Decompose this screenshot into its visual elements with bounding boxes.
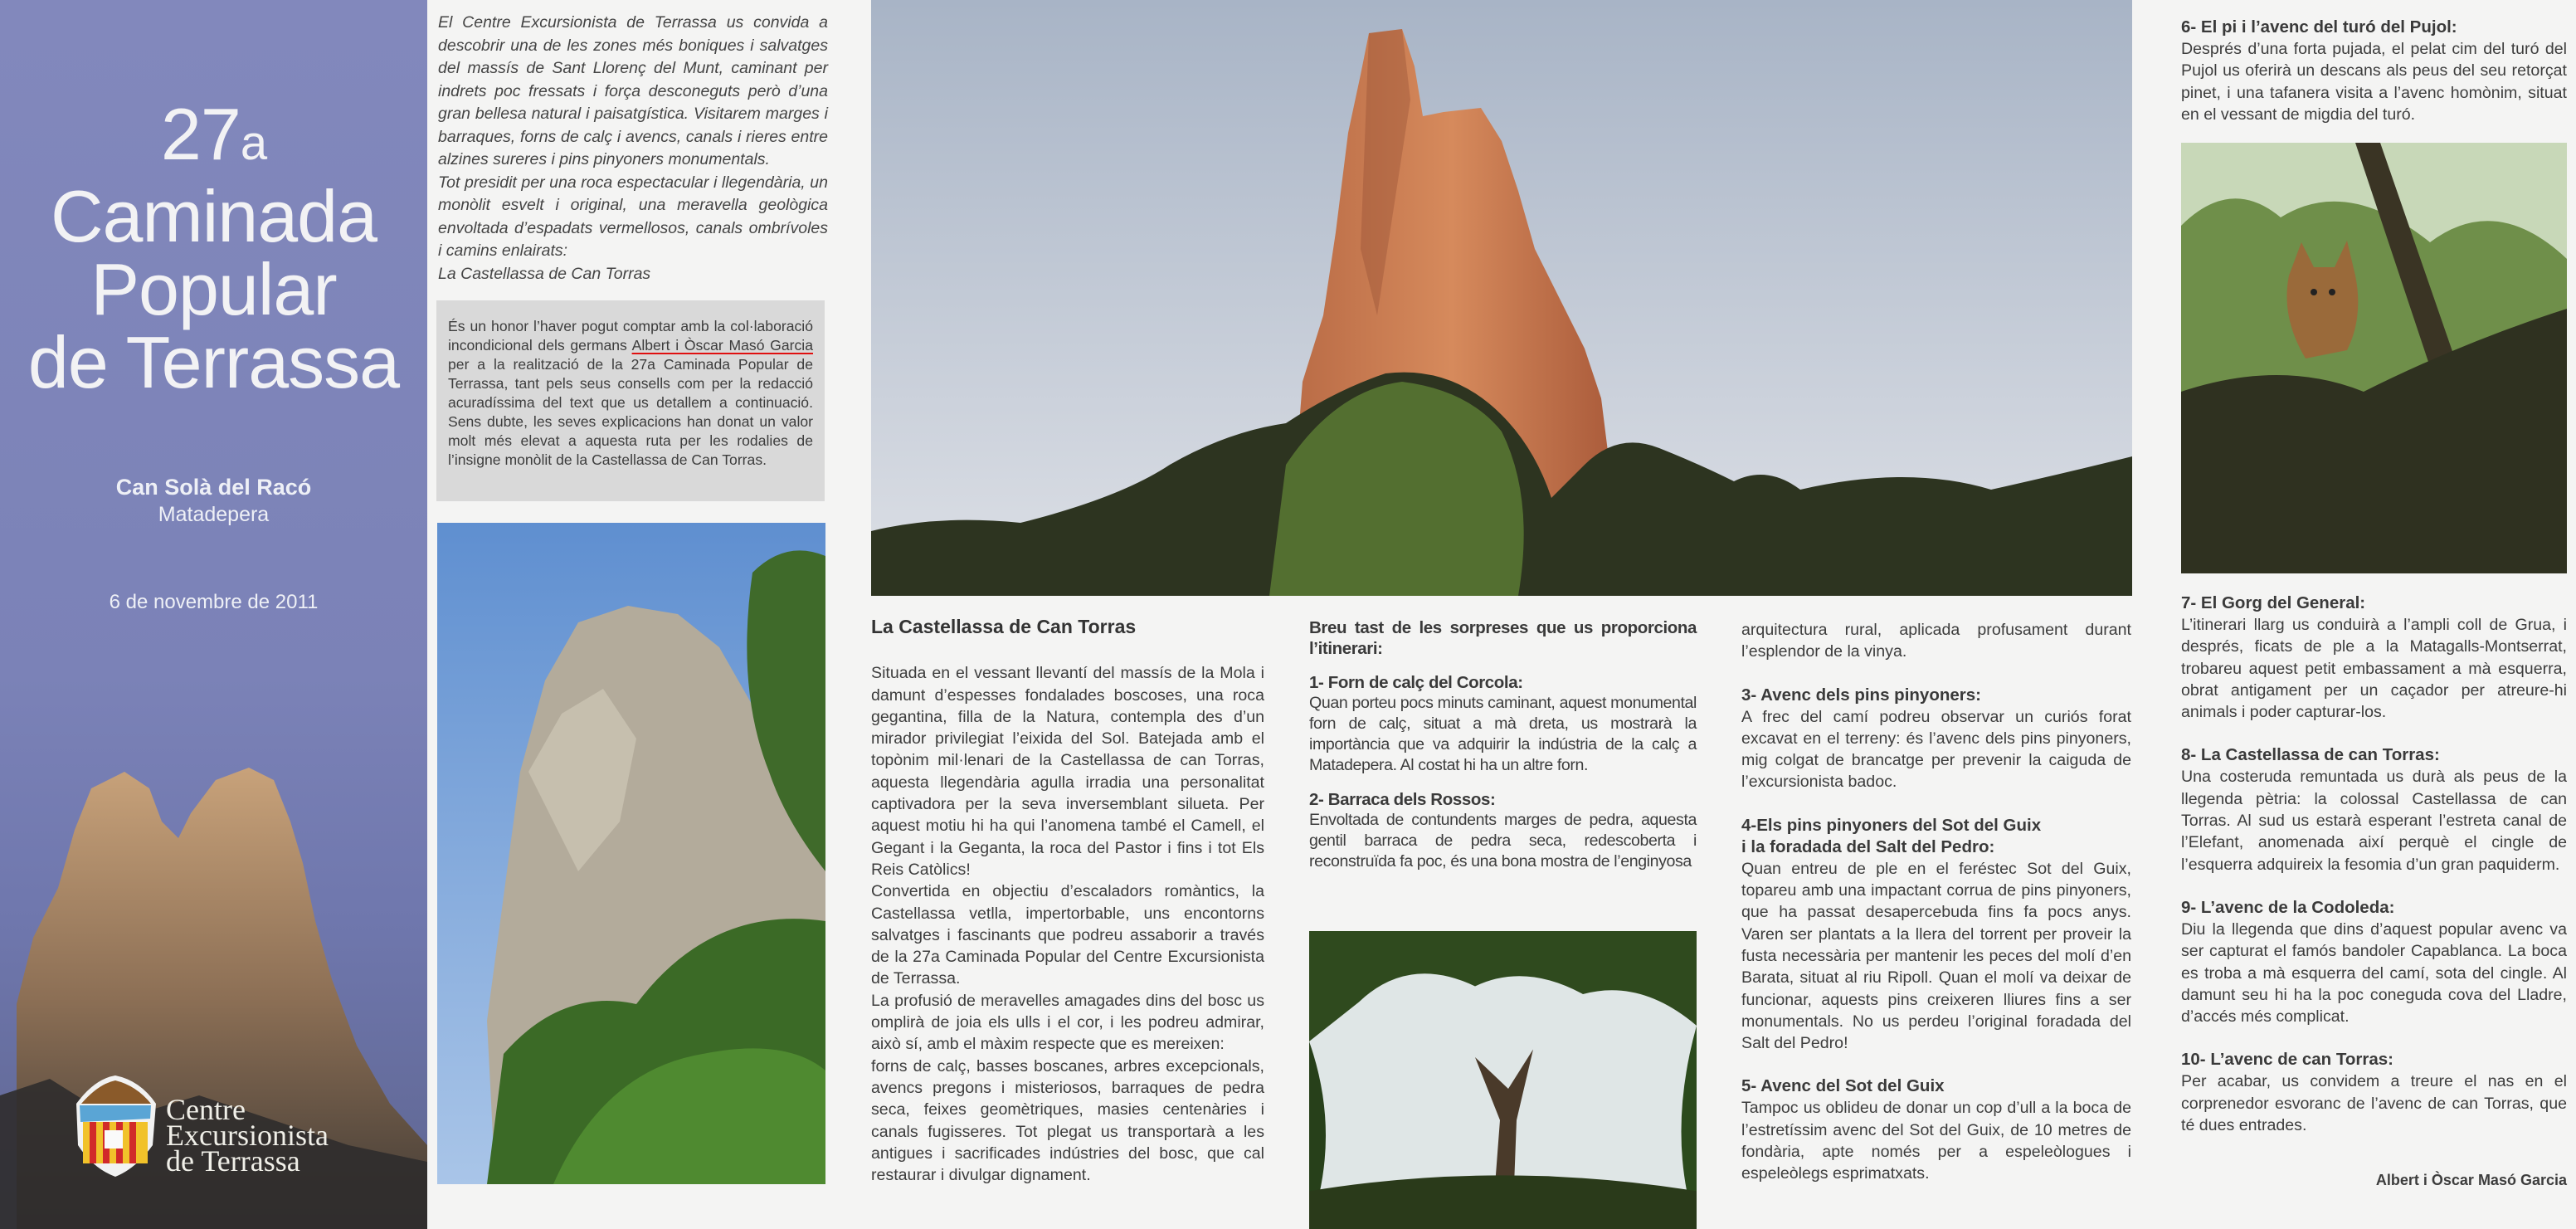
item-text: L’itinerari llarg us conduirà a l’ampli coll de Grua, i després, ficats de ple a la Matagalls-Montserrat, trobareu aquest petit embassament a mà esquerra, obrat antigament per un caçador per atreure-hi animals i poder capturar-los.	[2181, 616, 2567, 722]
item-title: 10- L’avenc de can Torras:	[2181, 1050, 2393, 1070]
article-column	[871, 616, 1264, 1186]
article-paragraph: La profusió de meravelles amagades dins del bosc us omplirà de joia els ulls i el cor, i les podreu admirar, això sí, amb el màxim respecte que es mereixen:	[871, 991, 1264, 1054]
club-name-line: de Terrassa	[166, 1144, 300, 1178]
club-name-line: Centre	[166, 1093, 246, 1126]
item-title: 4-Els pins pinyoners del Sot del Guix	[1741, 815, 2042, 835]
item-text: Quan porteu pocs minuts caminant, aquest monumental forn de calç, situat a mà dreta, us mostrarà la importància que va adquirir la indústria de la calç a Matadepera. Al costat hi ha un altre forn.	[1309, 694, 1697, 774]
itinerary-item	[2181, 897, 2567, 1027]
item-title: 9- L’avenc de la Codoleda:	[2181, 897, 2395, 917]
article-paragraph: forns de calç, basses boscanes, arbres excepcionals, avencs pregons i misteriosos, barraques de pedra seca, feixes geomètriques, masies centenàries i canals fugisseres. Tot plegat us transportarà a les antigues i sacrificades indústries del bosc, que cal restaurar i divulgar dignament.	[871, 1056, 1264, 1185]
item-text: Quan entreu de ple en el feréstec Sot del Guix, topareu amb una impactant corrua de pins pinyoners, que ha passat desapercebuda fins fa pocs anys. Varen ser plantats a la llera del torrent per proveir la fusta necessària per mantenir les peces del molí d’en Barata, situat al riu Ripoll. Quan el molí va deixar de funcionar, aquests pins creixeren lliures fins a ser monumentals. No us perdeu l’original foradada del Salt del Pedro!	[1741, 859, 2131, 1053]
title-line: Popular	[90, 248, 337, 330]
ack-text: És un honor l’haver pogut comptar amb la col·laboració incondicional dels germans	[448, 318, 813, 354]
item-title: 7- El Gorg del General:	[2181, 593, 2366, 612]
itinerary-item	[1741, 685, 2131, 793]
itinerary-item	[2181, 744, 2567, 875]
event-town: Matadepera	[158, 503, 270, 526]
itinerary-column-2	[1741, 619, 2131, 1185]
event-place: Can Solà del Racó	[115, 475, 312, 500]
acknowledgement-box	[436, 300, 825, 501]
item-text: Envoltada de contundents marges de pedra, aquesta gentil barraca de pedra seca, redescoberta i reconstruïda fa poc, és una bona mostra de l’enginyosa	[1309, 811, 1697, 871]
ack-text: per a la realització de la 27a Caminada Popular de Terrassa, tant pels seus consells com per la redacció acuradíssima del text que us detallem a continuació. Sens dubte, les seves explicacions han donat un valor molt més elevat a aquesta ruta per les rodalies de l’insigne monòlit de la Castellassa de Can Torras.	[448, 356, 813, 468]
item-title: 6- El pi i l’avenc del turó del Pujol:	[2181, 17, 2457, 37]
itinerary-item	[1741, 815, 2131, 1055]
item-text: Per acabar, us convidem a treure el nas en el corprenedor esvoranc de l’avenc de can Torras, que té dues entrades.	[2181, 1072, 2567, 1135]
intro-paragraph: La Castellassa de Can Torras	[438, 264, 651, 283]
edition-suffix: a	[240, 116, 267, 170]
ack-authors-highlight: Albert i Òscar Masó Garcia	[631, 337, 813, 354]
castellassa-main-photo	[871, 0, 2132, 596]
item-text: Tampoc us oblideu de donar un cop d’ull a la boca de l’estretíssim avenc del Sot del Guix, de 10 metres de fondària, apte només per a espeleòlogues i espeleòlegs esprimatxats.	[1741, 1099, 2131, 1183]
item-title: 3- Avenc dels pins pinyoners:	[1741, 685, 1981, 705]
item-title: i la foradada del Salt del Pedro:	[1741, 836, 1995, 856]
cover-panel	[0, 0, 427, 1229]
stone-pine-photo	[1309, 931, 1697, 1229]
item-title: 8- La Castellassa de can Torras:	[2181, 745, 2440, 765]
club-name	[166, 1093, 329, 1178]
item-title: 5- Avenc del Sot del Guix	[1741, 1076, 1945, 1096]
itinerary-column-3-top	[2181, 17, 2567, 125]
title-line: de Terrassa	[27, 321, 400, 403]
itinerary-item	[2181, 1049, 2567, 1136]
item-text: Diu la llegenda que dins d’aquest popular avenc va ser capturat el famós bandoler Capablanca. La boca es troba a mà esquerra del camí, sota del cingle. Al damunt seu hi ha la poc coneguda cova del Lladre, d’accés més complicat.	[2181, 919, 2567, 1027]
article-paragraph: Convertida en objectiu d’escaladors romàntics, la Castellassa vetlla, impertorbable, uns encontorns salvatges i fascinants que podreu assaborir a través de la 27a Caminada Popular del Centre Excursionista de Terrassa.	[871, 882, 1264, 988]
item-text: Després d’una forta pujada, el pelat cim del turó del Pujol us oferirà un descans als peus del seu retorçat pinet, i una tafanera visita a l’avenc homònim, situat en el vessant de migdia del turó.	[2181, 40, 2567, 124]
item-title: 2- Barraca dels Rossos:	[1309, 790, 1496, 809]
item-title: 1- Forn de calç del Corcola:	[1309, 673, 1523, 692]
intro-paragraph: El Centre Excursionista de Terrassa us convida a descobrir una de les zones més boniques i salvatges del massís de Sant Llorenç del Munt, caminant per indrets poc fressats i força desconeguts però d’una gran bellesa natural i paisatgística. Visitarem marges i barraques, forns de calç i avencs, canals i rieres entre alzines sureres i pins pinyoners monumentals.	[438, 13, 828, 168]
item-text: arquitectura rural, aplicada profusament durant l’esplendor de la vinya.	[1741, 621, 2131, 661]
itinerary-item	[2181, 17, 2567, 125]
intro-text	[438, 12, 828, 285]
itinerary-item	[1309, 672, 1697, 776]
itinerary-item	[1309, 789, 1697, 872]
author-signature: Albert i Òscar Masó Garcia	[2375, 1172, 2567, 1189]
edition-number: 27	[160, 93, 241, 175]
intro-paragraph: Tot presidit per una roca espectacular i llegendària, un monòlit esvelt i original, una meravella geològica envoltada d’espadats vermellosos, canals ombrívoles i camins enlairats:	[438, 173, 828, 260]
article-title: La Castellassa de Can Torras	[871, 616, 1137, 637]
itinerary-column-3-bottom	[2181, 593, 2567, 1192]
itinerary-column-1	[1309, 617, 1697, 872]
club-name-line: Excursionista	[166, 1119, 329, 1152]
itinerary-intro: Breu tast de les sorpreses que us proporciona l’itinerari:	[1309, 618, 1697, 658]
itinerary-item	[2181, 593, 2567, 723]
item-text: Una costeruda remuntada us durà als peus de la llegenda pètria: la colossal Castellassa de can Torras. Al sud us estarà esperant l’estreta canal de l’Elefant, anomenada així perquè el cingle de l’esquerra adquireix la fesomia d’un gran paquiderm.	[2181, 768, 2567, 874]
item-text: A frec del camí podreu observar un curiós forat excavat en el terreny: és l’avenc dels pins pinyoners, mig colgat de brancatge per prevenir la caiguda de l’excursionista badoc.	[1741, 707, 2131, 792]
itinerary-item	[1741, 1075, 2131, 1184]
event-date: 6 de novembre de 2011	[109, 591, 319, 613]
cover-title	[0, 93, 427, 403]
cliff-photo	[437, 523, 825, 1184]
title-line: Caminada	[50, 175, 377, 257]
club-logo	[70, 1070, 161, 1178]
article-paragraph: Situada en el vessant llevantí del massís de la Mola i damunt d’espesses fondalades boscoses, una roca gegantina, filla de la Natura, contempla des d’un mirador privilegiat l’eixida del Sol. Batejada amb el topònim mil·lenari de la Castellassa de can Torras, aquesta llegendària agulla irradia una personalitat captivadora per la seva inversemblant silueta. Per aquest motiu hi ha qui l’anomena també el Camell, el Gegant i la Geganta, la roca del Pastor i fins i tot Els Reis Catòlics!	[871, 664, 1264, 879]
dog-in-forest-photo	[2181, 143, 2567, 573]
